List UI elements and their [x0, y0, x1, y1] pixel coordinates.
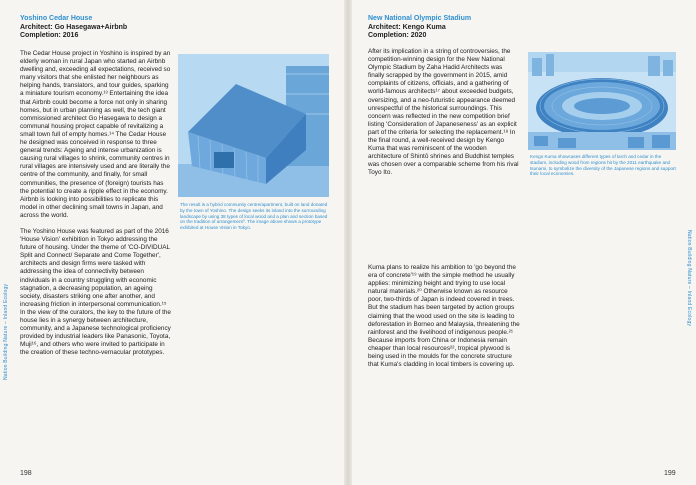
right-side-tab: Nation Building Nature – Inland Ecology [686, 230, 692, 327]
left-heading [20, 15, 170, 41]
cedar-house-photo [178, 54, 329, 197]
right-heading [368, 15, 528, 41]
left-paragraph-1: The Cedar House project in Yoshino is inspired by an elderly woman in rural Japan who started an Airbnb dwelling and, exceeding all expectations, received so many visitors that she enlisted her neighbours as helping hands, translators, and tour guides, sparking a miniature tourism economy.¹³ Entertaining the idea that Airbnb could become a force not only in sharing homes, but in urban planning as well, the tech giant commissioned architect Go Hasegawa to design a communal housing project capable of revitalizing a small town full of empty homes.¹⁴ The Cedar House he designed was conceived in response to three general trends: Ageing and intense urbanization is causing rural villages to shrink, community centres in rural villages are intensively used and are literally the centre of the community, and finally, for small communities, the presence of (foreign) tourists has the potential to create a ripple effect in the economy. Airbnb is looking into possibilities to replicate this model in other declining small towns in Japan, and across the world. [20, 50, 171, 219]
right-paragraph-2: Kuma plans to realize his ambition to 'go beyond the era of concrete'¹⁹ with the simple method he usually applies: minimizing height and trying to use local natural materials.²⁰ Otherwise known as resource poor, two-thirds of Japan is indeed covered in trees. But the stadium has been targeted by action groups claiming that the wood used on the site is leading to deforestation in Borneo and Malaysia, threatening the rainforest and the livelihood of indigenous people.²¹ Because imports from China or Indonesia remain cheaper than local resources²², tropical plywood is being used in the moulds for the concrete structure that Kuma's cladding in local timbers is covering up. [368, 264, 520, 369]
olympic-stadium-photo [528, 52, 676, 150]
right-architect: Architect: Kengo Kuma [368, 23, 446, 31]
right-caption: Kengo Kuma showcases different types of larch and cedar in the stadium, including wood from regions hit by the 2011 earthquake and tsunami, to symbolize the diversity of the Japanese regions and support their local economies. [530, 154, 676, 177]
book-gutter [344, 0, 352, 485]
left-title: Yoshino Cedar House [20, 15, 93, 22]
left-body [20, 50, 172, 365]
right-completion: Completion: 2020 [368, 32, 427, 39]
left-completion: Completion: 2016 [20, 32, 79, 39]
left-caption: The result is a hybrid community centre/apartment, built on land donated by the town of Yoshino. The design seeks its inland into the surrounding landscape by using 38 types of local wood and a plan and section based on the tradition of arrangement⁰. The image above shows a prototype exhibited at House Vision in Tokyo. [180, 202, 328, 231]
left-page-number: 198 [20, 470, 32, 477]
right-page-number: 199 [664, 470, 676, 477]
left-architect: Architect: Go Hasegawa+Airbnb [20, 23, 128, 31]
left-side-tab: Nation Building Nature – Inland Ecology [3, 283, 9, 380]
right-body-1 [368, 48, 520, 186]
right-body-2 [368, 264, 520, 377]
left-paragraph-2: The Yoshino House was featured as part of the 2016 'House Vision' exhibition in Tokyo addressing the future of housing. Under the theme of 'CO-DIVIDUAL Split and Connect/ Separate and Come Together', architects and design firms were tasked with addressing the idea of connectivity between individuals in a country struggling with economic stagnation, a decreasing population, an ageing society, disasters striking one after another, and increasing friction in interpersonal communication.¹⁵ In the view of the curators, the key to the future of the house lies in a synergy between architecture, community, and a Japanese technological proficiency provided by industrial leaders like Panasonic, Toyota, Muji¹⁶, and others who were invited to participate in the creation of these techno-vernacular prototypes. [20, 227, 171, 357]
right-title: New National Olympic Stadium [368, 15, 472, 22]
right-paragraph-1: After its implication in a string of controversies, the competition-winning design for the New National Olympic Stadium by Zaha Hadid Architects was finally scrapped by the government in 2015, amid complaints of citizens, officials, and a gathering of world-famous architects¹⁷ about exceeded budgets, oversizing, and a neo-futuristic appearance deemed unrespectful of the historical surroundings. This concern was reflected in the new competition brief listing 'Consideration of Japaneseness' as an explicit part of the criteria for selecting the replacement.¹⁸ In the final round, a well-received design by Kengo Kuma that was reminiscent of the wooden architecture of Shintō shrines and Buddhist temples was chosen over a comparable scheme from his rival Toyo Ito. [368, 48, 519, 177]
